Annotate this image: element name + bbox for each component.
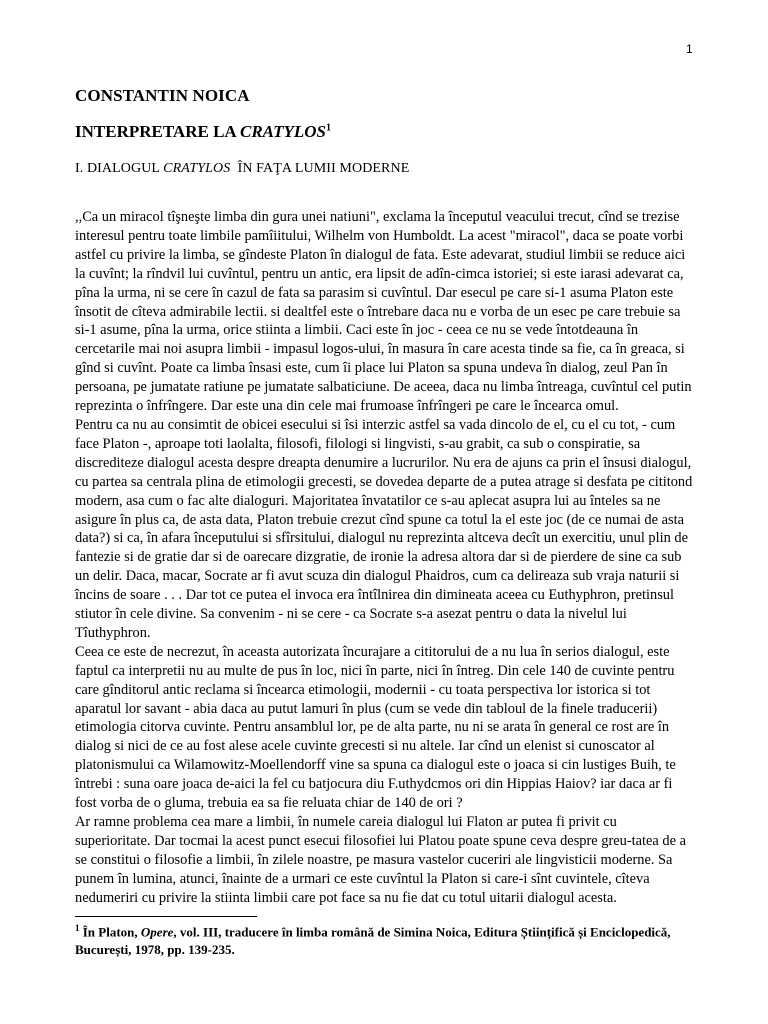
paragraph: ,,Ca un miracol tîşneşte limba din gura unei natiuni", exclama la începutul veacului trecut, cînd se trezise interesul pentru toate limbile pamîiitului, Wilhelm von Humboldt. La acest "miracol", daca se poate vorbi astfel cu privire la limba, se gîndeste Platon în dialogul de fata. Este adevarat, studiul limbii se reduce aici la cuvînt; la rîndvil lui cuvîntul, pentru un antic, era lipsit de adîn-cimca istoriei; si este iarasi adevarat ca, pîna la urma, ni se cere în cazul de fata sa parasim si cuvîntul. Dar esecul pe care si-1 asuma Platon este însotit de cîteva admirabile lectii. si dealtfel este o întrebare daca nu e vorba de un esec pe care trebuie sa si-1 asume, pîna la urma, orice stiinta a limbii. Caci este în joc - ceea ce nu se vede întotdeauna în cercetarile mai noi asupra limbii - impasul logos-ului, în masura în care acesta tinde sa fie, ca în greaca, si gînd si cuvînt. Poate ca limba însasi este, cum îi place lui Platon sa spuna undeva în dialog, zeul Pan în persoana, pe jumatate ratiune pe jumatate salbaticiune. De aceea, daca nu limba întreaga, cuvîntul cel putin reprezinta o înfrîngere. Dar este una din cele mai frumoase înfrîngeri pe care le încearca omul. [75,209,692,415]
paragraph: Ceea ce este de necrezut, în aceasta autorizata încurajare a cititorului de a nu lua în serios dialogul, este faptul ca interpretii nu au multe de pus în loc, nici în parte, nici în întreg. Din cele 140 de cuvinte pentru care gînditorul antic reclama si încearca etimologii, modernii - cu toata perspectiva lor istorica si tot aparatul lor savant - abia daca au putut lamuri în plus (cum se vede din tabloul de la finele traducerii) etimologia citorva cuvinte. Pentru ansamblul lor, pe de alta parte, nu ni se arata în general ce rost are în dialog si nici de ce au fost alese acele cuvinte grecesti si nu altele. Iar cînd un elenist si cunoscator al platonismului ca Wilamowitz-Moellendorff vine sa spuna ca dialogul este o joaca si cin lustiges Buih, te întrebi : suna oare joaca de-aici la fel cu batjocura diu F.uthydcmos ori din Hippias Haiov? iar daca ar fi fost vorba de o gluma, trebuia ea sa fie reluata chiar de 140 de ori ? [75,643,676,812]
paragraph: Pentru ca nu au consimtit de obicei esecului si îsi interzic astfel sa vada dincolo de el, cu el cu tot, - cum face Platon -, aproape toti laolalta, filosofi, filologi si lingvisti, s-au grabit, ca sub o conspiratie, sa discrediteze dialogul acesta despre dreapta denumire a lucrurilor. Nu era de ajuns ca prin el însusi dialogul, cu partea sa centrala plina de etimologii grecesti, se dovedea departe de a putea atrage si desfata pe cititond modern, asa cum o fac alte dialoguri. Majoritatea învatatilor ce s-au aplecat asupra lui au înteles sa ne asigure în plus ca, de asta data, Platon trebuie crezut cînd spune ca totul la el este joc (de ce numai de asta data?) si ca, în afara începutului si sfîrsitului, dialogul nu reprezinta altceva decît un exercitiu, unul plin de fantezie si de gratie dar si de oarecare dizgratie, de ironie la adresa altora dar si de pierdere de sine ca sub un delir. Daca, macar, Socrate ar fi avut scuza din dialogul Phaidros, cum ca delireaza sub vraja naturii si încins de soare . . . Dar tot ce putea el invoca era întîlnirea din dimineata aceea cu Euthyphron, pretinsul stiutor în cele divine. Sa convenim - ni se cere - ca Socrate s-a asezat pentru o data la nivelul lui Tîuthyphron. [75,416,693,641]
footnote [75,919,675,959]
section-heading [75,161,409,177]
footnote-prefix: În Platon, [79,924,141,940]
page-number: 1 [686,42,693,56]
section-prefix: I. DIALOGUL [75,161,164,176]
title-footnote-marker: 1 [325,122,331,134]
section-suffix: ÎN FAŢA LUMII MODERNE [230,161,410,176]
title-heading [75,122,331,142]
title-italic: CRATYLOS [240,122,326,141]
footnote-suffix: , vol. III, traducere în limba română de Simina Noica, Editura Științifică și Enciclopedică, București, 1978, pp. 139-235. [75,924,671,958]
footnote-marker: 1 [75,923,80,933]
paragraph: Ar ramne problema cea mare a limbii, în numele careia dialogul lui Flaton ar putea fi privit cu superioritate. Dar tocmai la acest punct esecui filosofiei lui Platou poate spune ceva despre greu-tatea de a se constitui o filosofie a limbii, în zilele noastre, pe masura vastelor cuceriri ale lingvisticii moderne. Sa punem în lumina, atunci, înainte de a urmari ce este cuvîntul la Platon si care-i sînt cuvintele, cîteva nedumeriri cu privire la stiinta limbii care pot face sa nu fie dat cu totul uitarii dialogul acesta. [75,814,686,906]
footnote-divider [75,916,257,917]
title-prefix: INTERPRETARE LA [75,122,240,141]
footnote-italic: Opere [140,924,174,940]
author-heading: CONSTANTIN NOICA [75,86,250,105]
section-italic: CRATYLOS [163,161,231,176]
body-text [75,208,693,908]
